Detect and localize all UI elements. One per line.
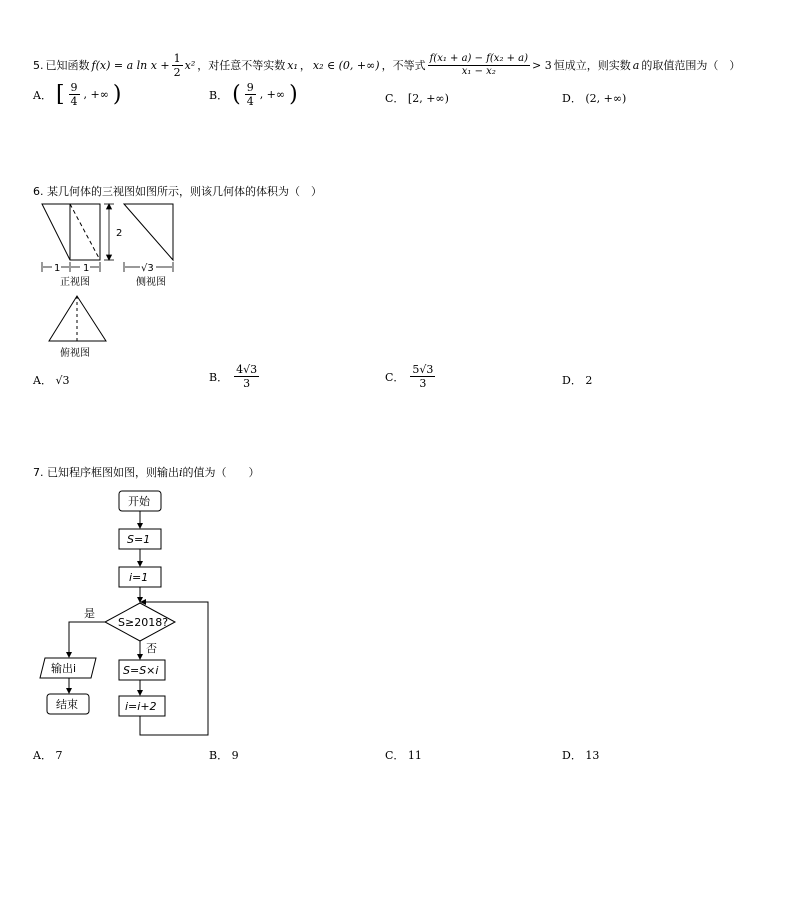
option-label: A． [33, 374, 52, 387]
option-label: B． [209, 88, 229, 102]
q5-inequality-fraction: $\frac{\text{f(x₁ + a) − f(x₂ + a)}}{\text{x₁ − x₂}}$ [429, 52, 529, 77]
three-view-figure [30, 198, 190, 363]
q5-tail: 恒成立，则实数 [553, 59, 631, 72]
q7-var: i [179, 466, 183, 479]
dim-right-label: 1 [83, 263, 90, 274]
top-view [49, 296, 106, 341]
flow-yes-label: 是 [84, 607, 95, 620]
option-label: D． [562, 92, 582, 105]
option-fraction: $\frac{9}{4}$ [246, 81, 254, 108]
top-caption: 俯视图 [60, 348, 90, 359]
q5-number: 5. [33, 58, 44, 72]
q5-half-fraction: $\frac{1}{2}$ [173, 51, 181, 79]
option-value: (2, +∞) [585, 92, 627, 105]
q5-option-d[interactable] [562, 90, 626, 106]
q7-option-b[interactable] [209, 747, 239, 763]
flow-start-label: 开始 [128, 495, 150, 508]
option-label: C． [385, 92, 405, 105]
q5-function-tail: x² [184, 58, 196, 72]
q5-tail2: 的取值范围为（ ） [641, 59, 741, 72]
front-view [42, 204, 100, 260]
flow-s-init-label: S=1 [127, 533, 151, 546]
q5-x1: x₁ [287, 58, 298, 72]
q6-option-d[interactable] [562, 372, 592, 388]
width-dimension [42, 262, 100, 272]
q6-option-a[interactable] [33, 372, 69, 388]
flowchart [36, 488, 216, 740]
flow-output-label: 输出i [51, 662, 77, 675]
q5-function: f(x) = a ln x + [91, 58, 170, 72]
q5-var: a [632, 58, 640, 72]
option-label: D． [562, 749, 582, 762]
option-label: D． [562, 374, 582, 387]
height-dimension [104, 204, 114, 260]
flow-i-init-label: i=1 [129, 571, 149, 584]
q7-option-d[interactable] [562, 747, 599, 763]
q5-mid1: ，对任意不等实数 [197, 59, 286, 72]
q7-option-c[interactable] [385, 747, 422, 763]
option-fraction: $\frac{5√3}{3}$ [412, 363, 434, 390]
flow-end-label: 结束 [56, 698, 78, 711]
option-label: B． [209, 370, 229, 384]
flow-no-label: 否 [146, 642, 157, 655]
option-fraction: $\frac{4√3}{3}$ [236, 363, 258, 390]
option-value: 2 [585, 374, 593, 387]
side-caption: 侧视图 [136, 277, 166, 288]
option-value: √3 [55, 374, 70, 387]
option-label: B． [209, 749, 229, 762]
q5-stem [33, 50, 740, 80]
dim-left-label: 1 [54, 263, 61, 274]
q7-stem: 7. 已知程序框图如图，则输出i的值为（ ） [33, 466, 260, 479]
q5-inequality-tail: > 3 [532, 58, 552, 72]
side-view [124, 204, 173, 272]
option-label: A． [33, 88, 52, 102]
option-label: C． [385, 749, 405, 762]
q7-option-a[interactable] [33, 747, 62, 763]
q5-mid2: ，不等式 [381, 59, 426, 72]
flow-condition-label: S≥2018? [118, 616, 169, 629]
dim-height-label: 2 [116, 228, 123, 239]
dim-side-label: √3 [141, 263, 154, 274]
option-value: 7 [55, 749, 63, 762]
q6-option-c[interactable] [385, 364, 435, 389]
option-label: C． [385, 370, 405, 384]
option-value: 9 [231, 749, 239, 762]
q5-sep: ， [299, 59, 311, 72]
option-label: A． [33, 749, 52, 762]
q5-option-b[interactable]: B． ( $\frac{9}{4}$ , +∞ ) [209, 81, 298, 108]
front-caption: 正视图 [60, 277, 90, 288]
flow-s-update-label: S=S×i [123, 664, 159, 677]
q6-stem: 6. 某几何体的三视图如图所示，则该几何体的体积为（ ） [33, 185, 322, 198]
q5-option-c[interactable] [385, 90, 449, 106]
q5-lead: 已知函数 [45, 59, 90, 72]
q5-option-a[interactable]: A． [ $\frac{9}{4}$ , +∞ ) [33, 81, 122, 108]
q5-domain: x₂ ∈ (0, +∞) [312, 58, 380, 72]
option-value: 11 [407, 749, 422, 762]
flow-i-update-label: i=i+2 [125, 700, 157, 713]
option-fraction: $\frac{9}{4}$ [70, 81, 78, 108]
option-value: [2, +∞) [407, 92, 449, 105]
q6-option-b[interactable] [209, 364, 259, 389]
option-value: 13 [585, 749, 600, 762]
